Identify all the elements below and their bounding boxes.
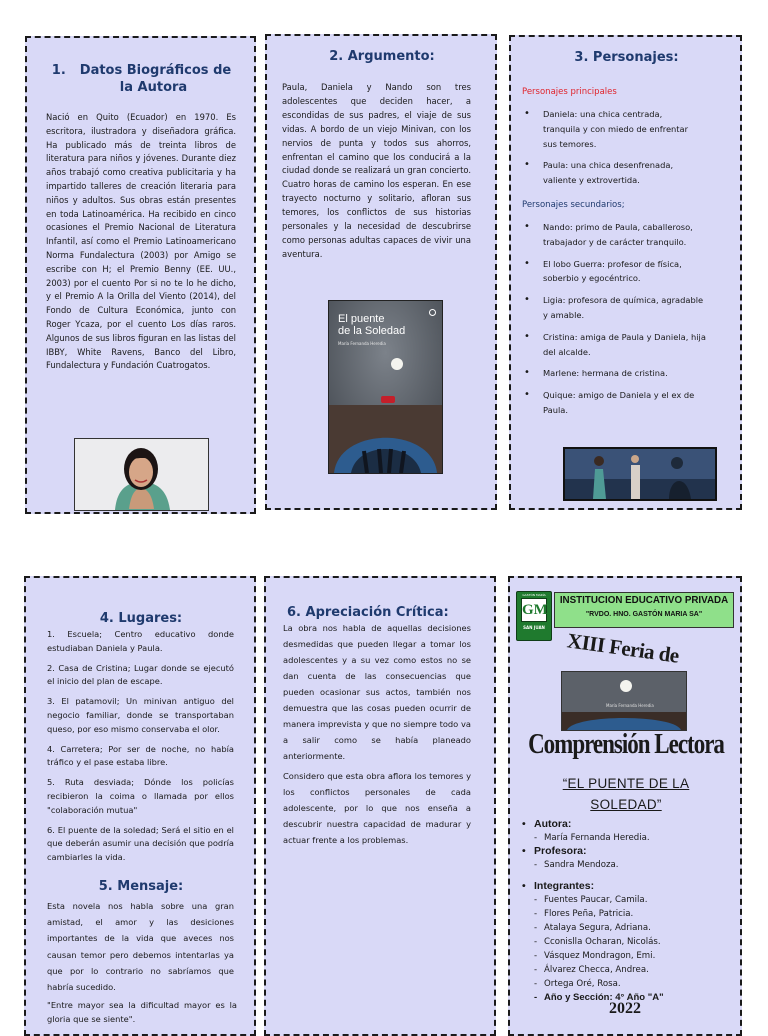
members-label: • Integrantes: <box>518 880 740 893</box>
list-item: • El lobo Guerra: profesor de física, soberbio y egocéntrico. <box>511 257 707 287</box>
school-logo-top-text: GASTÓN MARÍA <box>522 593 546 597</box>
argumento-title: 2. Argumento: <box>329 49 435 64</box>
author-name: - María Fernanda Heredia. <box>518 831 740 845</box>
biografia-title-line2: la Autora <box>119 80 188 95</box>
panel-personajes <box>509 35 742 510</box>
principales-label: Personajes principales <box>522 87 617 97</box>
institution-subname: "RVDO. HNO. GASTÓN MARIA SA" <box>585 611 703 618</box>
school-logo-initials: GM <box>522 602 548 618</box>
list-item: • Nando: primo de Paula, caballeroso, trabajador y de carácter tranquilo. <box>511 220 707 250</box>
list-item: • Marlene: hermana de cristina. <box>511 366 707 381</box>
secundarios-list <box>511 220 707 425</box>
panel-apreciacion <box>264 576 496 1036</box>
panel-lugares <box>24 576 256 1036</box>
fair-title: XIII Feria de <box>565 628 681 668</box>
list-item: 2. Casa de Cristina; Lugar donde se ejecutó el inicio del plan de escape. <box>47 662 234 687</box>
list-item: • Ligia: profesora de química, agradable y amable. <box>511 293 707 323</box>
book-cover <box>328 300 443 474</box>
apreciacion-text-1: La obra nos habla de aquellas decisiones desmedidas que pueden llegar a tomar los adolescentes y a su vez como estos no se dan cuenta de las consecuencias que pueden ocasionar sus actos, también nos demuestra que las cosas pueden ocurrir de manera imprevista y que no siempre todo va a salir como se había planeado anteriormente. <box>283 623 471 761</box>
book-title-line1: “EL PUENTE DE LA <box>562 776 690 791</box>
list-item: - Flores Peña, Patricia. <box>518 907 740 921</box>
institution-name: INSTITUCION EDUCATIVO PRIVADA <box>559 595 729 606</box>
list-item: - Ortega Oré, Rosa. <box>518 977 740 991</box>
panel-argumento <box>265 34 497 510</box>
list-item: 6. El puente de la soledad; Será el sitio en el que deberán asumir una decisión que podría cambiarles la vida. <box>47 824 234 863</box>
list-item: 4. Carretera; Por ser de noche, no había tráfico y el pase estaba libre. <box>47 743 234 768</box>
argumento-text: Paula, Daniela y Nando son tres adolescentes que deciden hacer, a escondidas de sus padres, el viaje de sus vidas. A bordo de un viejo Minivan, con los nervios de punta y todos sus ahorros, enfrentan el camino que los conducirá a la ciudad donde se realizará un gran concierto. Cuatro horas de camino los esperan. En ese trayecto nocturno y solitario, afloran sus temores, los conflictos de sus historias personales y la necesidad de descubrirse como personas adultas capaces de vivir una aventura. <box>282 82 471 259</box>
list-item: 1. Escuela; Centro educativo donde estudiaban Daniela y Paula. <box>47 629 234 653</box>
principales-list <box>511 107 701 195</box>
secundarios-label: Personajes secundarios; <box>522 200 625 210</box>
institution-banner <box>554 592 734 628</box>
list-item: • Cristina: amiga de Paula y Daniela, hija del alcalde. <box>511 330 707 360</box>
credits <box>518 818 740 1005</box>
book-cover-logo-icon <box>429 309 436 316</box>
list-item: • Daniela: una chica centrada, tranquila y con miedo de enfrentar sus temores. <box>511 107 701 151</box>
book-cover-title <box>338 313 405 337</box>
book-cover-author: María Fernanda Heredia <box>338 341 386 346</box>
list-item: • Paula: una chica desenfrenada, valiente y extrovertida. <box>511 158 701 188</box>
teacher-label: • Profesora: <box>518 845 740 858</box>
list-item: 5. Ruta desviada; Dónde los policías recibieron la coima o llamada por ellos "colaboración mutua" <box>47 777 234 815</box>
list-item: - Fuentes Paucar, Camila. <box>518 893 740 907</box>
list-item: - Vásquez Mondragon, Emi. <box>518 949 740 963</box>
mensaje-text: Esta novela nos habla sobre una gran amistad, el amor y las desiciones importantes de la vida que aveces nos causan temor pero debemos intentarlas ya que por lo contrario no sabríamos que habría sucedido. <box>47 901 234 993</box>
biografia-title <box>27 62 256 96</box>
apreciacion-title: 6. Apreciación Crítica: <box>287 605 449 620</box>
biografia-text: Nació en Quito (Ecuador) en 1970. Es escritora, ilustradora y diseñadora gráfica. Ha publicado más de treinta libros de literatura para niños y jóvenes. Durante diez años trabajó como creativa publicitaria y ha impartido talleres de creación literaria para niños y adultos. Sus obras están presentes en toda Latinoamérica. Ha recibido en cinco ocasiones el Premio Nacional de Literatura Infantil, así como el Premio Latinoamericano Norma Fundalectura (2003) por Amigo se escribe con H; el Premio Benny (EE. UU., 2003) por el cuento Por si no te lo he dicho, y el Premio A la Orilla del Viento (2014), del Fondo de Cultura Económica, junto con Roger Ycaza, por el cuento Los días raros. Algunos de sus libros figuran en las listas del IBBY, White Ravens, Banco del Libro, Fundalectura y Fundación Cuatrogatos. <box>46 112 236 371</box>
grade-label: Año y Sección: <box>544 992 613 1003</box>
author-label: • Autora: <box>518 818 740 831</box>
lugares-list <box>47 628 234 871</box>
lugares-title: 4. Lugares: <box>99 611 183 626</box>
list-item: - Cconislla Ocharan, Nicolás. <box>518 935 740 949</box>
apreciacion-text-2: Considero que esta obra aflora los temores y los conflictos personales de cada adolescente, por lo que nos enseña a descubrir nuestra capacidad de madurar y actuar frente a los problemas. <box>283 771 471 845</box>
mensaje-title: 5. Mensaje: <box>98 879 184 894</box>
cover-book-image <box>561 671 687 731</box>
characters-illustration <box>563 447 717 501</box>
school-logo-bottom-text: SAN JUAN <box>523 625 545 630</box>
grade-value: 4° Año "A" <box>615 992 664 1003</box>
book-cover-title-line1: El puente <box>338 313 385 325</box>
book-cover-title-line2: de la Soledad <box>338 325 406 337</box>
personajes-title: 3. Personajes: <box>574 50 679 65</box>
school-logo <box>516 591 552 641</box>
fair-subtitle: Comprensión Lectora <box>528 727 724 759</box>
list-item: • Quique: amigo de Daniela y el ex de Paula. <box>511 388 707 418</box>
year: 2022 <box>609 1000 641 1017</box>
teacher-name: - Sandra Mendoza. <box>518 858 740 872</box>
list-item: - Atalaya Segura, Adriana. <box>518 921 740 935</box>
biografia-number: 1. <box>51 63 66 78</box>
book-title <box>510 773 742 815</box>
list-item: - Álvarez Checca, Andrea. <box>518 963 740 977</box>
panel-biografia <box>25 36 256 514</box>
author-photo <box>74 438 209 511</box>
cover-book-author: María Fernanda Heredia <box>606 703 654 708</box>
panel-portada <box>508 576 742 1036</box>
book-title-line2: SOLEDAD” <box>590 797 662 812</box>
biografia-title-line1: Datos Biográficos de <box>79 63 232 78</box>
list-item: 3. El patamovil; Un minivan antiguo del negocio familiar, donde se transportaban queso, por eso mismo conservaba el olor. <box>47 696 234 734</box>
mensaje-quote: "Entre mayor sea la dificultad mayor es la gloria que se siente". <box>47 1000 237 1024</box>
